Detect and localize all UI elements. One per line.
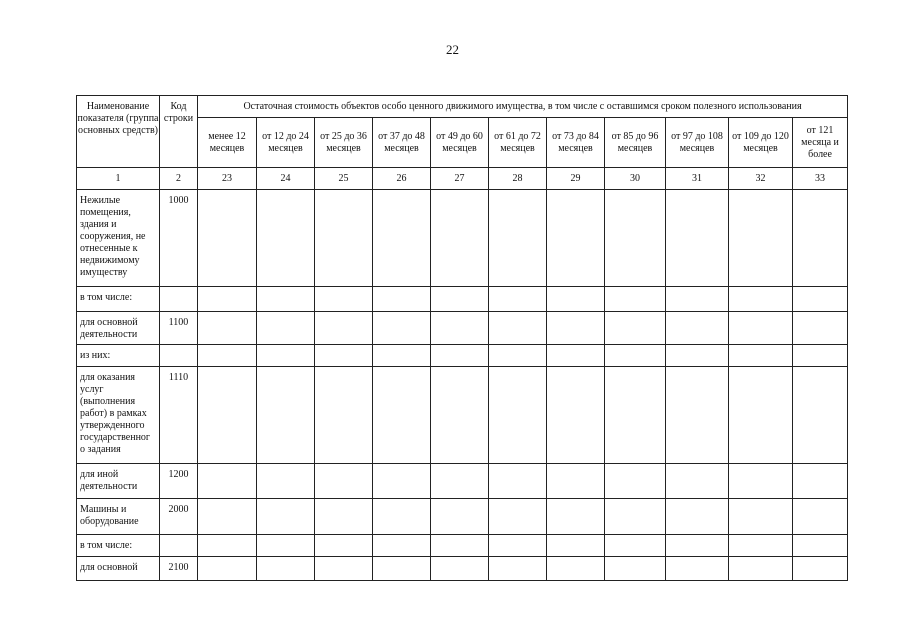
value-cell[interactable] xyxy=(315,190,373,287)
value-cell[interactable] xyxy=(198,535,257,557)
header-period: от 109 до 120 месяцев xyxy=(729,118,793,168)
value-cell[interactable] xyxy=(666,312,729,345)
row-indicator-name: для основной xyxy=(77,557,160,581)
value-cell[interactable] xyxy=(431,557,489,581)
table-row xyxy=(77,345,848,367)
value-cell[interactable] xyxy=(793,464,848,499)
value-cell[interactable] xyxy=(373,557,431,581)
value-cell[interactable] xyxy=(373,345,431,367)
value-cell[interactable] xyxy=(729,287,793,312)
value-cell[interactable] xyxy=(198,464,257,499)
header-period: от 121 месяца и более xyxy=(793,118,848,168)
row-line-code: 2000 xyxy=(160,499,198,535)
row-indicator-name: для иной деятельности xyxy=(77,464,160,499)
value-cell[interactable] xyxy=(793,499,848,535)
row-line-code: 2100 xyxy=(160,557,198,581)
column-number: 31 xyxy=(666,168,729,190)
value-cell[interactable] xyxy=(257,367,315,464)
value-cell[interactable] xyxy=(198,367,257,464)
value-cell[interactable] xyxy=(729,367,793,464)
header-residual-value-group: Остаточная стоимость объектов особо ценного движимого имущества, в том числе с оставшимся сроком полезного использования xyxy=(198,96,848,118)
value-cell[interactable] xyxy=(666,345,729,367)
header-period: от 73 до 84 месяцев xyxy=(547,118,605,168)
row-indicator-name: Машины и оборудование xyxy=(77,499,160,535)
value-cell[interactable] xyxy=(431,464,489,499)
table-row xyxy=(77,312,848,345)
column-number: 33 xyxy=(793,168,848,190)
value-cell[interactable] xyxy=(489,287,547,312)
value-cell[interactable] xyxy=(373,535,431,557)
value-cell[interactable] xyxy=(729,557,793,581)
value-cell[interactable] xyxy=(489,190,547,287)
column-number: 24 xyxy=(257,168,315,190)
value-cell[interactable] xyxy=(729,535,793,557)
value-cell[interactable] xyxy=(431,499,489,535)
value-cell[interactable] xyxy=(666,190,729,287)
row-indicator-name: Нежилые помещения, здания и сооружения, не отнесенные к недвижимому имуществу xyxy=(77,190,160,287)
header-period: от 85 до 96 месяцев xyxy=(605,118,666,168)
value-cell[interactable] xyxy=(605,535,666,557)
header-indicator-name: Наименование показателя (группа основных средств) xyxy=(77,96,160,168)
value-cell[interactable] xyxy=(605,190,666,287)
value-cell[interactable] xyxy=(605,345,666,367)
value-cell[interactable] xyxy=(257,287,315,312)
value-cell[interactable] xyxy=(257,312,315,345)
row-indicator-name: в том числе: xyxy=(77,287,160,312)
column-number: 32 xyxy=(729,168,793,190)
value-cell[interactable] xyxy=(547,464,605,499)
value-cell[interactable] xyxy=(198,345,257,367)
value-cell[interactable] xyxy=(793,345,848,367)
header-period: менее 12 месяцев xyxy=(198,118,257,168)
row-indicator-name: для оказания услуг (выполнения работ) в рамках утвержденного государственног о задания xyxy=(77,367,160,464)
value-cell[interactable] xyxy=(729,190,793,287)
value-cell[interactable] xyxy=(373,312,431,345)
row-indicator-name: для основной деятельности xyxy=(77,312,160,345)
column-number: 30 xyxy=(605,168,666,190)
value-cell[interactable] xyxy=(257,557,315,581)
value-cell[interactable] xyxy=(605,557,666,581)
value-cell[interactable] xyxy=(489,535,547,557)
table-row xyxy=(77,464,848,499)
value-cell[interactable] xyxy=(373,367,431,464)
value-cell[interactable] xyxy=(729,345,793,367)
value-cell[interactable] xyxy=(793,312,848,345)
value-cell[interactable] xyxy=(793,287,848,312)
header-period: от 25 до 36 месяцев xyxy=(315,118,373,168)
column-number: 25 xyxy=(315,168,373,190)
value-cell[interactable] xyxy=(605,312,666,345)
table-body xyxy=(77,190,848,581)
column-number-row xyxy=(77,168,848,190)
value-cell[interactable] xyxy=(605,499,666,535)
value-cell[interactable] xyxy=(605,464,666,499)
value-cell[interactable] xyxy=(198,499,257,535)
column-number: 23 xyxy=(198,168,257,190)
value-cell[interactable] xyxy=(373,499,431,535)
row-indicator-name: из них: xyxy=(77,345,160,367)
value-cell[interactable] xyxy=(729,499,793,535)
value-cell[interactable] xyxy=(315,535,373,557)
value-cell[interactable] xyxy=(257,464,315,499)
value-cell[interactable] xyxy=(489,499,547,535)
value-cell[interactable] xyxy=(547,287,605,312)
table-row xyxy=(77,190,848,287)
value-cell[interactable] xyxy=(257,535,315,557)
header-row-1 xyxy=(77,96,848,118)
value-cell[interactable] xyxy=(315,464,373,499)
row-line-code: 1200 xyxy=(160,464,198,499)
value-cell[interactable] xyxy=(793,557,848,581)
row-line-code xyxy=(160,535,198,557)
row-line-code: 1100 xyxy=(160,312,198,345)
value-cell[interactable] xyxy=(547,190,605,287)
value-cell[interactable] xyxy=(666,367,729,464)
value-cell[interactable] xyxy=(198,557,257,581)
value-cell[interactable] xyxy=(793,535,848,557)
value-cell[interactable] xyxy=(729,312,793,345)
header-period: от 37 до 48 месяцев xyxy=(373,118,431,168)
value-cell[interactable] xyxy=(315,367,373,464)
value-cell[interactable] xyxy=(315,557,373,581)
value-cell[interactable] xyxy=(605,367,666,464)
value-cell[interactable] xyxy=(373,287,431,312)
value-cell[interactable] xyxy=(198,312,257,345)
value-cell[interactable] xyxy=(373,190,431,287)
value-cell[interactable] xyxy=(547,535,605,557)
value-cell[interactable] xyxy=(198,287,257,312)
table-row xyxy=(77,499,848,535)
value-cell[interactable] xyxy=(431,535,489,557)
value-cell[interactable] xyxy=(666,557,729,581)
column-number: 27 xyxy=(431,168,489,190)
value-cell[interactable] xyxy=(257,190,315,287)
value-cell[interactable] xyxy=(605,287,666,312)
row-line-code xyxy=(160,345,198,367)
header-line-code: Код строки xyxy=(160,96,198,168)
column-number: 1 xyxy=(77,168,160,190)
value-cell[interactable] xyxy=(547,557,605,581)
value-cell[interactable] xyxy=(431,345,489,367)
value-cell[interactable] xyxy=(666,499,729,535)
value-cell[interactable] xyxy=(666,464,729,499)
table-row xyxy=(77,557,848,581)
value-cell[interactable] xyxy=(729,464,793,499)
table-row xyxy=(77,367,848,464)
value-cell[interactable] xyxy=(489,312,547,345)
value-cell[interactable] xyxy=(793,190,848,287)
header-period: от 49 до 60 месяцев xyxy=(431,118,489,168)
value-cell[interactable] xyxy=(489,367,547,464)
header-period: от 12 до 24 месяцев xyxy=(257,118,315,168)
table-row xyxy=(77,287,848,312)
value-cell[interactable] xyxy=(547,312,605,345)
value-cell[interactable] xyxy=(489,345,547,367)
column-number: 29 xyxy=(547,168,605,190)
value-cell[interactable] xyxy=(373,464,431,499)
table-row xyxy=(77,535,848,557)
value-cell[interactable] xyxy=(431,287,489,312)
row-indicator-name: в том числе: xyxy=(77,535,160,557)
value-cell[interactable] xyxy=(315,499,373,535)
value-cell[interactable] xyxy=(547,345,605,367)
row-line-code xyxy=(160,287,198,312)
value-cell[interactable] xyxy=(257,345,315,367)
header-period: от 61 до 72 месяцев xyxy=(489,118,547,168)
value-cell[interactable] xyxy=(547,499,605,535)
value-cell[interactable] xyxy=(257,499,315,535)
value-cell[interactable] xyxy=(431,312,489,345)
value-cell[interactable] xyxy=(431,190,489,287)
page-number: 22 xyxy=(446,42,459,57)
column-number: 28 xyxy=(489,168,547,190)
row-line-code: 1110 xyxy=(160,367,198,464)
residual-value-table xyxy=(76,95,848,581)
column-number: 26 xyxy=(373,168,431,190)
value-cell[interactable] xyxy=(547,367,605,464)
value-cell[interactable] xyxy=(666,535,729,557)
value-cell[interactable] xyxy=(431,367,489,464)
value-cell[interactable] xyxy=(489,464,547,499)
row-line-code: 1000 xyxy=(160,190,198,287)
value-cell[interactable] xyxy=(315,287,373,312)
value-cell[interactable] xyxy=(489,557,547,581)
value-cell[interactable] xyxy=(315,312,373,345)
value-cell[interactable] xyxy=(315,345,373,367)
value-cell[interactable] xyxy=(793,367,848,464)
column-number: 2 xyxy=(160,168,198,190)
value-cell[interactable] xyxy=(666,287,729,312)
value-cell[interactable] xyxy=(198,190,257,287)
header-period: от 97 до 108 месяцев xyxy=(666,118,729,168)
